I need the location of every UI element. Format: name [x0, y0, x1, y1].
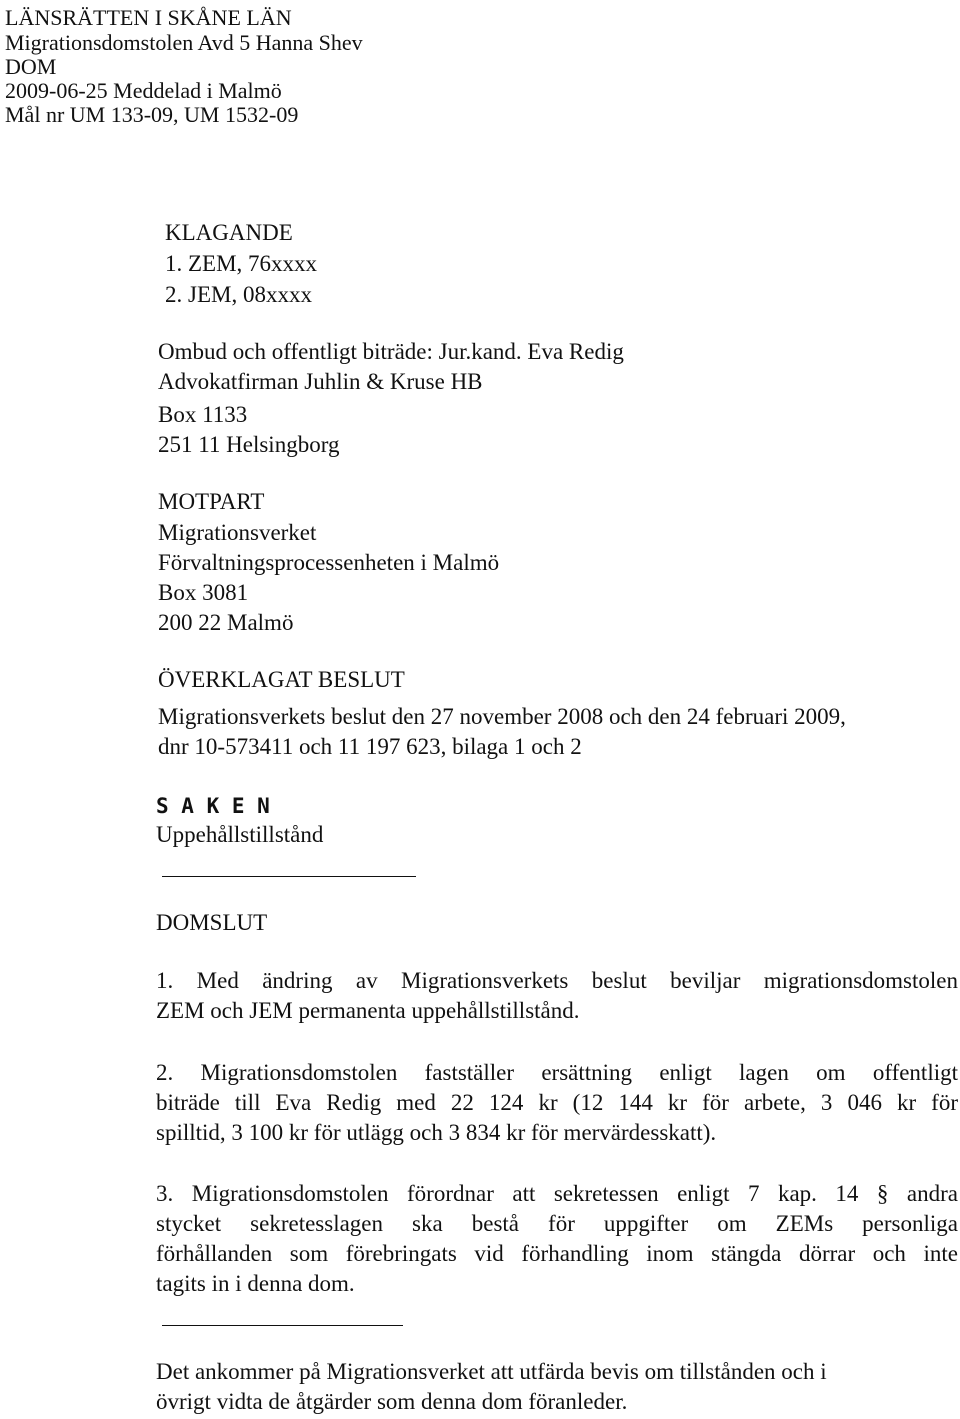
divider-rule: [162, 1325, 403, 1326]
paragraph-line: 1. Med ändring av Migrationsverkets beslut beviljar migrationsdomstolen: [156, 968, 958, 993]
court-name: LÄNSRÄTTEN I SKÅNE LÄN: [5, 5, 292, 30]
paragraph-line: biträde till Eva Redig med 22 124 kr (12 144 kr för arbete, 3 046 kr för: [156, 1090, 958, 1115]
domslut-heading: DOMSLUT: [156, 910, 268, 935]
overklagat-line-2: dnr 10-573411 och 11 197 623, bilaga 1 och 2: [158, 734, 582, 759]
paragraph-line: stycket sekretesslagen ska bestå för uppgifter om ZEMs personliga: [156, 1211, 958, 1236]
paragraph-line: 2. Migrationsdomstolen fastställer ersättning enligt lagen om offentligt: [156, 1060, 958, 1085]
paragraph-line: spilltid, 3 100 kr för utlägg och 3 834 kr för mervärdesskatt).: [156, 1120, 717, 1145]
klagande-heading: KLAGANDE: [165, 220, 293, 245]
paragraph-line: tagits in i denna dom.: [156, 1271, 355, 1296]
paragraph-line: övrigt vidta de åtgärder som denna dom föranleder.: [156, 1389, 628, 1414]
motpart-heading: MOTPART: [158, 489, 265, 514]
counsel-firm: Advokatfirman Juhlin & Kruse HB: [158, 369, 483, 394]
date-place: 2009-06-25 Meddelad i Malmö: [5, 78, 282, 103]
domslut-paragraph-2: [156, 1058, 958, 1148]
case-numbers: Mål nr UM 133-09, UM 1532-09: [5, 102, 299, 127]
motpart-box: Box 3081: [158, 580, 249, 605]
paragraph-line: 3. Migrationsdomstolen förordnar att sekretessen enligt 7 kap. 14 § andra: [156, 1181, 958, 1206]
motpart-unit: Förvaltningsprocessenheten i Malmö: [158, 550, 500, 575]
overklagat-heading: ÖVERKLAGAT BESLUT: [158, 667, 405, 692]
divider-rule: [162, 876, 416, 877]
motpart-city: 200 22 Malmö: [158, 610, 294, 635]
motpart-name: Migrationsverket: [158, 520, 317, 545]
document-type: DOM: [5, 54, 57, 79]
closing-paragraph: [156, 1357, 958, 1417]
paragraph-line: ZEM och JEM permanenta uppehållstillstånd.: [156, 998, 580, 1023]
saken-value: Uppehållstillstånd: [156, 822, 324, 847]
paragraph-line: Det ankommer på Migrationsverket att utfärda bevis om tillstånden och i: [156, 1359, 827, 1384]
saken-heading: S A K E N: [156, 794, 270, 818]
counsel-line: Ombud och offentligt biträde: Jur.kand. Eva Redig: [158, 339, 624, 364]
party-2: 2. JEM, 08xxxx: [165, 282, 312, 307]
counsel-box: Box 1133: [158, 402, 248, 427]
court-division: Migrationsdomstolen Avd 5 Hanna Shev: [5, 30, 363, 55]
paragraph-line: förhållanden som förebringats vid förhandling inom stängda dörrar och inte: [156, 1241, 958, 1266]
party-1: 1. ZEM, 76xxxx: [165, 251, 318, 276]
domslut-paragraph-3: [156, 1179, 958, 1299]
overklagat-line-1: Migrationsverkets beslut den 27 november 2008 och den 24 februari 2009,: [158, 704, 846, 729]
counsel-city: 251 11 Helsingborg: [158, 432, 340, 457]
domslut-paragraph-1: [156, 966, 958, 1026]
